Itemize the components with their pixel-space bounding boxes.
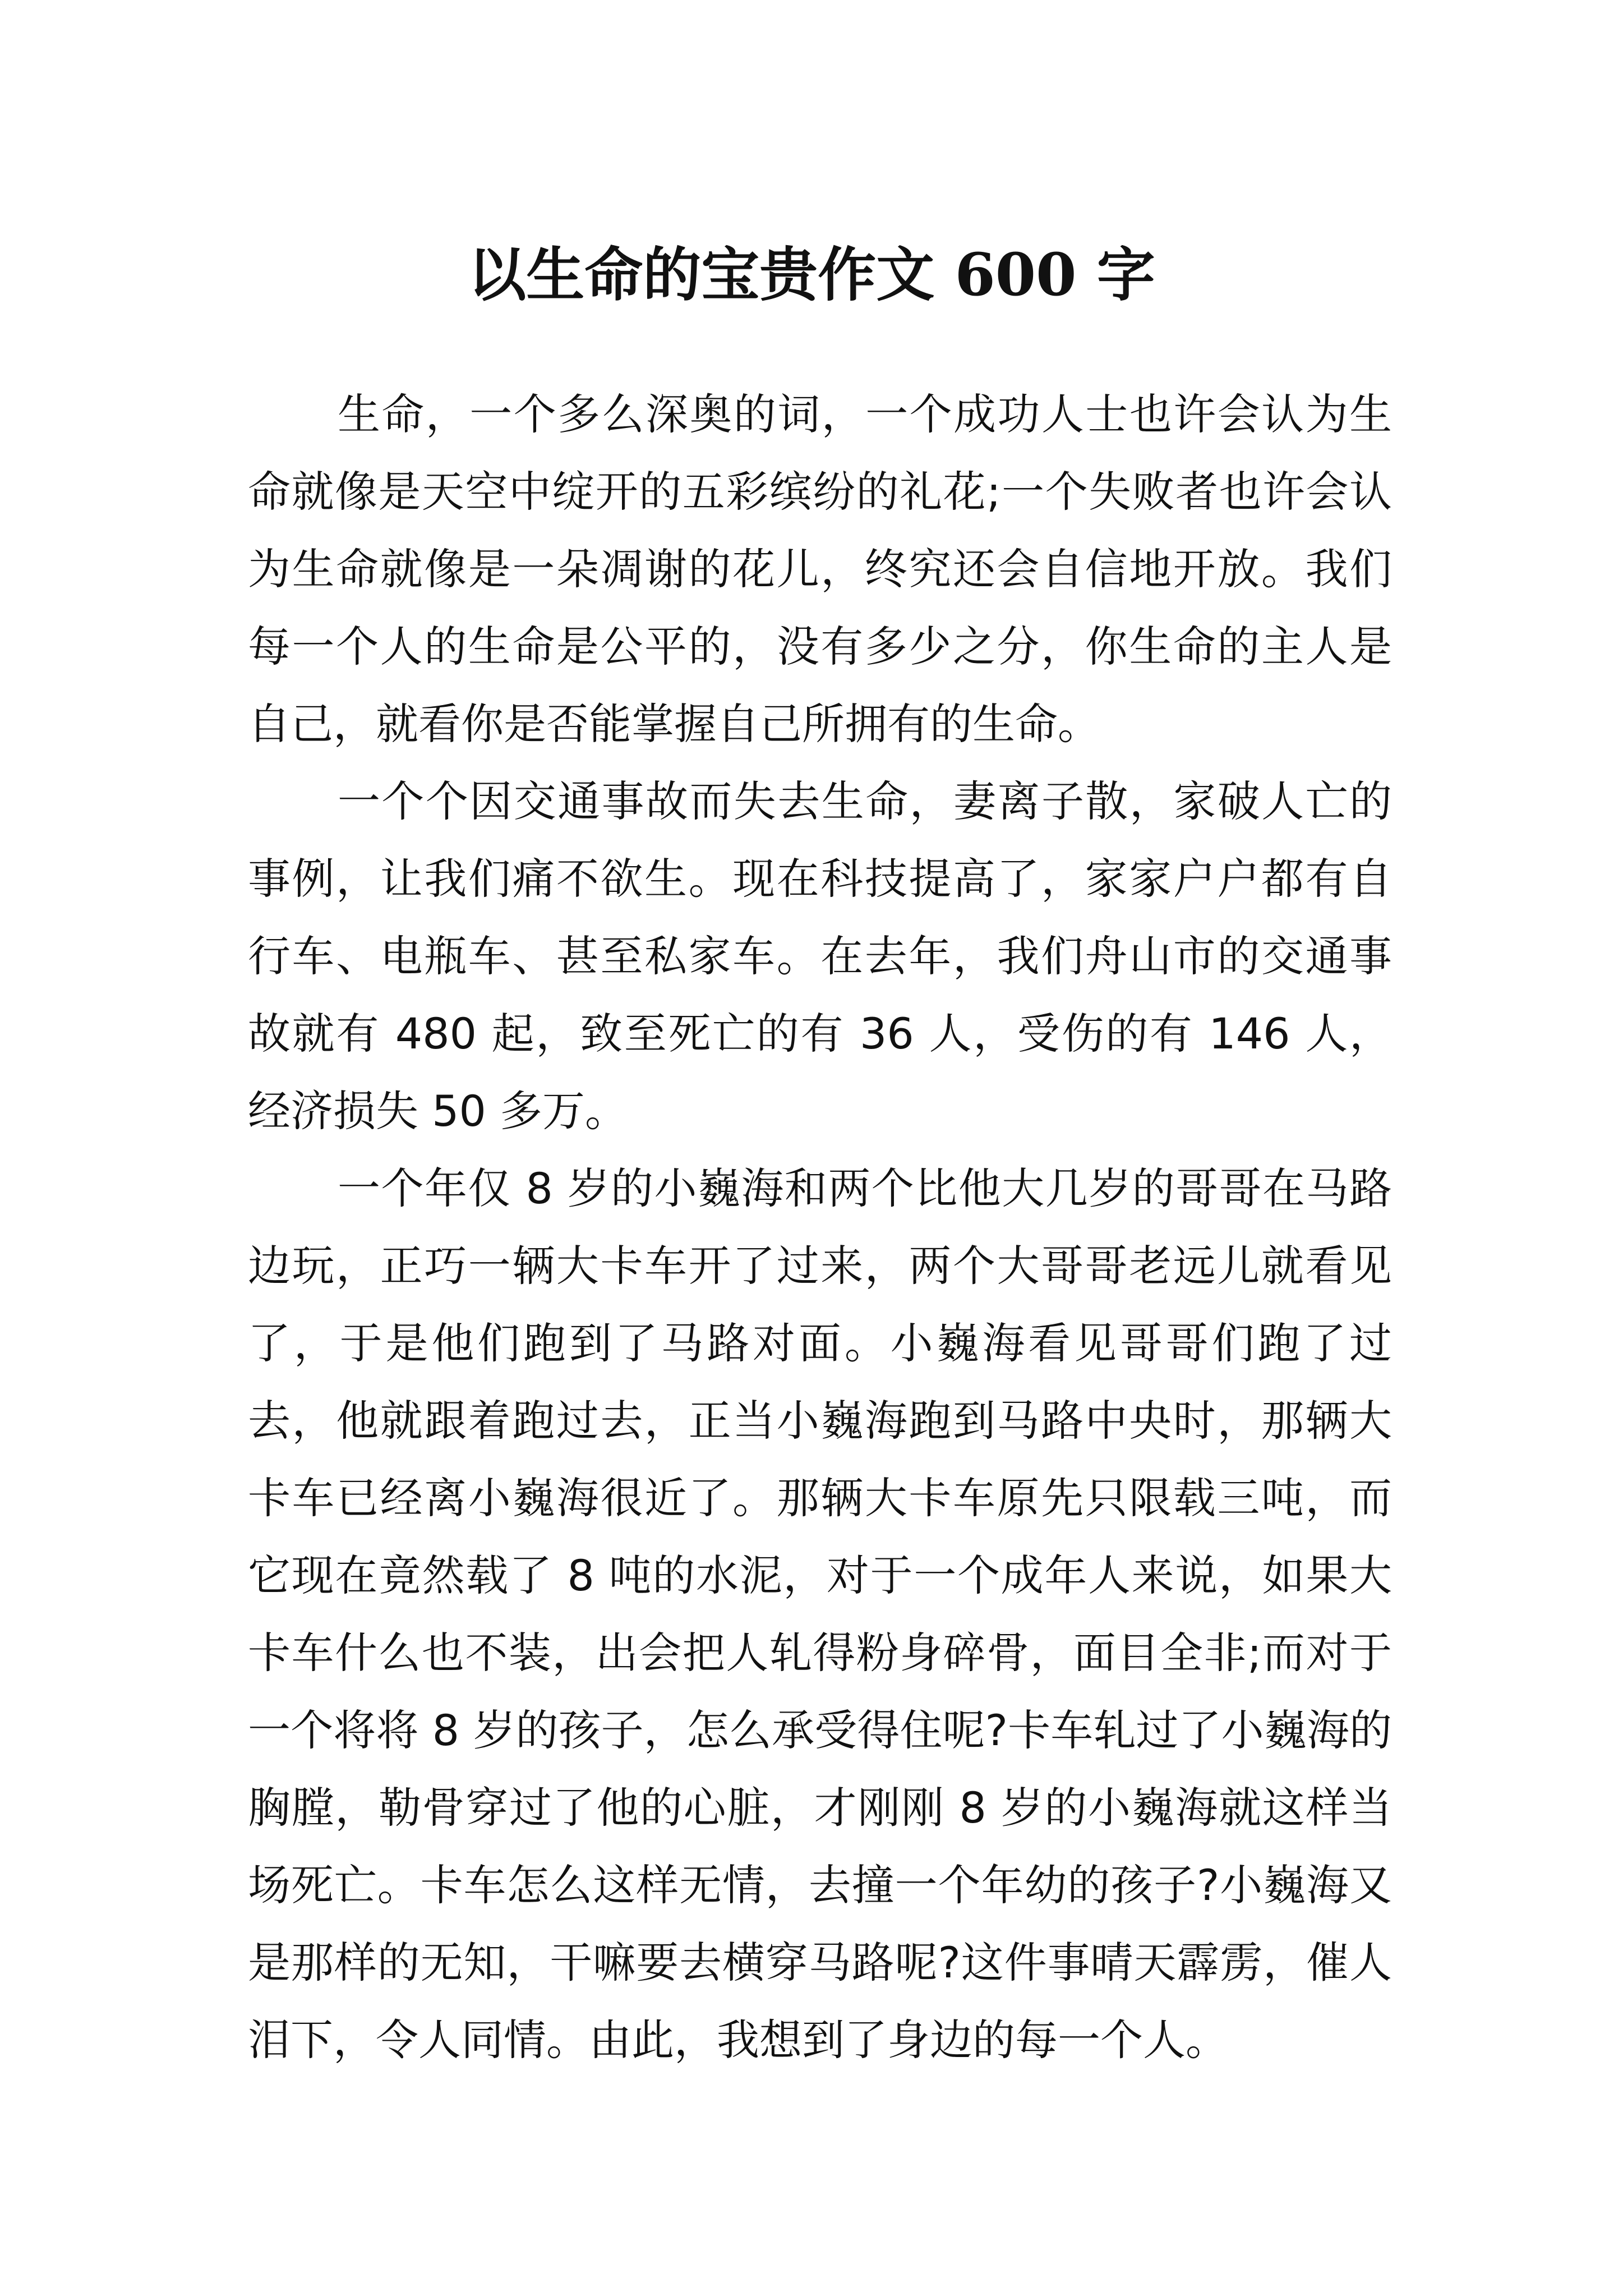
document-title: 以生命的宝贵作文 600 字 bbox=[468, 240, 1155, 309]
paragraph-1: 生命，一个多么深奥的词，一个成功人士也许会认为生命就像是天空中绽开的五彩缤纷的礼花;一个失败者也许会认为生命就像是一朵凋谢的花儿，终究还会自信地开放。我们每一个人的生命是公平的，没有多少之分，你生命的主人是自己，就看你是否能掌握自己所拥有的生命。 bbox=[248, 389, 1392, 749]
essay-body bbox=[248, 376, 1392, 2079]
paragraph-2: 一个个因交通事故而失去生命，妻离子散，家破人亡的事例，让我们痛不欲生。现在科技提高了，家家户户都有自行车、电瓶车、甚至私家车。在去年，我们舟山市的交通事故就有 480 起，致至死亡的有 36 人，受伤的有 146 人，经济损失 50 多万。 bbox=[248, 776, 1392, 1136]
paragraph-3: 一个年仅 8 岁的小巍海和两个比他大几岁的哥哥在马路边玩，正巧一辆大卡车开了过来，两个大哥哥老远儿就看见了，于是他们跑到了马路对面。小巍海看见哥哥们跑了过去，他就跟着跑过去，正当小巍海跑到马路中央时，那辆大卡车已经离小巍海很近了。那辆大卡车原先只限载三吨，而它现在竟然载了 8 吨的水泥，对于一个成年人来说，如果大卡车什么也不装，出会把人轧得粉身碎骨，面目全非;而对于一个将将 8 岁的孩子，怎么承受得住呢?卡车轧过了小巍海的胸膛，勒骨穿过了他的心脏，才刚刚 8 岁的小巍海就这样当场死亡。卡车怎么这样无情，去撞一个年幼的孩子?小巍海又是那样的无知，干嘛要去横穿马路呢?这件事晴天霹雳，催人泪下，令人同情。由此，我想到了身边的每一个人。 bbox=[248, 1163, 1392, 2065]
